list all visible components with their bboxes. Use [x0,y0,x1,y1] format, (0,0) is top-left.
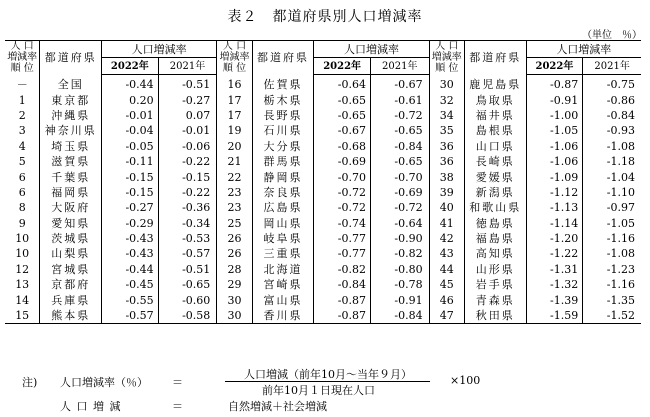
rank-cell: 8 [5,200,40,215]
rank-cell: 45 [429,277,464,292]
rank-cell: 19 [217,123,252,138]
rate-2021-cell: -0.15 [158,169,217,184]
rank-cell: 20 [217,139,252,154]
rate-2021-cell: -0.06 [158,139,217,154]
prefecture-cell: 香川県 [252,308,314,324]
prefecture-cell: 宮崎県 [252,277,314,292]
prefecture-cell: 福井県 [464,108,526,123]
rate-2021-cell: -0.64 [370,216,429,231]
rank-header: 人 口 増減率 順 位 [5,41,40,75]
rate-2021-cell: -0.60 [158,292,217,307]
rate-2022-cell: -0.45 [102,277,159,292]
prefecture-cell: 宮城県 [40,262,102,277]
prefecture-cell: 大分県 [252,139,314,154]
rate-2021-cell: -1.16 [606,232,635,246]
rate-2021-cell: -1.35 [606,293,635,307]
rate-2022-cell: -0.27 [102,200,159,215]
rank-cell: 36 [429,154,464,169]
rank-cell: 23 [217,185,252,200]
rank-cell: 34 [429,108,464,123]
rate-2022-cell: -0.15 [102,169,159,184]
rank-cell: 26 [217,231,252,246]
rank-cell: 2 [5,108,40,123]
rank-cell: 42 [429,231,464,246]
rank-cell: 15 [5,308,40,324]
rank-cell: 38 [429,169,464,184]
rank-cell: 9 [5,216,40,231]
rate-2021-cell: -0.53 [158,231,217,246]
rate-2022-cell: -0.15 [102,185,159,200]
prefecture-cell: 福岡県 [40,185,102,200]
prefecture-cell: 滋賀県 [40,154,102,169]
table-row [5,246,641,261]
rate-2022-cell: -0.91 [526,92,583,107]
prefecture-cell: 福島県 [464,231,526,246]
rank-cell: 14 [5,292,40,307]
rate-2021-cell: -0.57 [158,246,217,261]
definition-lhs: 人 口 増 減 [60,400,122,413]
table-row [5,292,641,307]
rate-2022-cell: -0.43 [102,246,159,261]
rate-2022-cell: -0.65 [314,108,371,123]
rank-cell: 13 [5,277,40,292]
rate-2021-cell: -0.72 [370,200,429,215]
rate-2022-cell: -1.09 [526,169,583,184]
prefecture-cell: 兵庫県 [40,292,102,307]
rate-2021-cell: -0.36 [158,200,217,215]
year-2021-header: 2021年 [370,58,429,75]
rate-2021-cell: -1.10 [606,185,635,199]
rank-cell: 1 [5,92,40,107]
formula-equals: ＝ [172,376,183,389]
rank-cell: 46 [429,292,464,307]
rate-2022-cell: -0.72 [314,200,371,215]
rate-2022-cell: -0.84 [314,277,371,292]
prefecture-cell: 大阪府 [40,200,102,215]
year-2022-header: 2022年 [102,58,159,75]
rank-cell: 44 [429,262,464,277]
unit-label: （単位 ％） [582,30,642,41]
rate-header: 人口増減率 [314,41,429,58]
rate-2022-cell: -0.74 [314,216,371,231]
rate-2022-cell: -1.14 [526,216,583,231]
rate-2022-cell: -1.12 [526,185,583,200]
table-row [5,123,641,138]
rate-2022-cell: -0.29 [102,216,159,231]
rate-2021-cell: -0.90 [370,231,429,246]
prefecture-cell: 広島県 [252,200,314,215]
rate-2022-cell: -0.44 [102,75,159,93]
rate-2022-cell: -0.72 [314,185,371,200]
rate-2022-cell: -1.13 [526,200,583,215]
rank-cell: 32 [429,92,464,107]
rate-2022-cell: -0.69 [314,154,371,169]
rank-cell: 35 [429,123,464,138]
rank-header: 人 口 増減率 順 位 [217,41,252,75]
rank-cell: － [5,75,40,93]
prefecture-cell: 鹿児島県 [464,75,526,93]
rank-cell: 22 [217,169,252,184]
rate-2021-cell: -0.69 [370,185,429,200]
rate-2021-cell: -0.91 [370,292,429,307]
rate-2022-cell: -0.87 [314,292,371,307]
rate-2022-cell: -0.64 [314,75,371,93]
table-row [5,262,641,277]
rate-2022-cell: -1.32 [526,277,583,292]
prefecture-cell: 高知県 [464,246,526,261]
rank-cell: 10 [5,231,40,246]
rank-cell: 6 [5,169,40,184]
year-2021-header: 2021年 [583,58,641,75]
prefecture-cell: 新潟県 [464,185,526,200]
prefecture-cell: 愛知県 [40,216,102,231]
rate-2022-cell: -0.68 [314,139,371,154]
rate-2021-cell: -0.51 [158,75,217,93]
prefecture-cell: 和歌山県 [464,200,526,215]
rank-cell: 30 [217,292,252,307]
rank-cell: 4 [5,139,40,154]
prefecture-cell: 長野県 [252,108,314,123]
rank-cell: 10 [5,246,40,261]
rank-cell: 29 [217,277,252,292]
rate-2022-cell: -0.87 [314,308,371,324]
rate-2021-cell: -0.65 [370,154,429,169]
rate-2021-cell: -1.18 [606,155,635,169]
rate-header: 人口増減率 [102,41,217,58]
table-row [5,185,641,200]
rank-cell: 40 [429,200,464,215]
pref-header: 都道府県 [40,41,102,75]
population-change-table [5,40,641,324]
rate-2021-cell: -0.82 [370,246,429,261]
prefecture-cell: 東京都 [40,92,102,107]
prefecture-cell: 青森県 [464,292,526,307]
rate-2022-cell: -0.44 [102,262,159,277]
table-row [5,200,641,215]
prefecture-cell: 栃木県 [252,92,314,107]
rate-2021-cell: -0.84 [370,139,429,154]
prefecture-cell: 三重県 [252,246,314,261]
formula-lhs: 人口増減率（％） [60,376,148,389]
rate-2022-cell: -0.11 [102,154,159,169]
rank-cell: 12 [5,262,40,277]
rate-2021-cell: -0.84 [606,108,635,122]
rate-2021-cell: -0.86 [606,93,635,107]
rate-2022-cell: -0.65 [314,92,371,107]
year-2022-header: 2022年 [526,58,583,75]
prefecture-cell: 山口県 [464,139,526,154]
table-row [5,308,641,324]
rank-cell: 16 [217,75,252,93]
prefecture-cell: 茨城県 [40,231,102,246]
rate-2022-cell: -1.06 [526,139,583,154]
rate-2022-cell: -1.22 [526,246,583,261]
rate-2021-cell: -1.04 [606,170,635,184]
rate-2021-cell: -0.01 [158,123,217,138]
rate-2021-cell: -0.84 [370,308,429,324]
table-row [5,108,641,123]
definition-equals: ＝ [172,400,183,413]
prefecture-cell: 奈良県 [252,185,314,200]
definition-rhs: 自然増減＋社会増減 [228,400,327,413]
year-2022-header: 2022年 [314,58,371,75]
rate-2021-cell: -0.27 [158,92,217,107]
rank-cell: 5 [5,154,40,169]
prefecture-cell: 北海道 [252,262,314,277]
table-title: 表２ 都道府県別人口増減率 [227,9,423,25]
rank-cell: 6 [5,185,40,200]
pref-header: 都道府県 [464,41,526,75]
rate-2022-cell: -1.05 [526,123,583,138]
rate-2021-cell: -1.52 [583,308,641,324]
prefecture-cell: 群馬県 [252,154,314,169]
rate-2022-cell: -0.67 [314,123,371,138]
prefecture-cell: 全国 [40,75,102,93]
formula-numerator: 人口増減（前年10月～当年９月） [244,368,412,381]
rank-cell: 43 [429,246,464,261]
rate-2022-cell: 0.20 [102,92,159,107]
prefecture-cell: 愛媛県 [464,169,526,184]
rate-2021-cell: -1.16 [606,278,635,292]
rank-cell: 17 [217,108,252,123]
rate-2021-cell: -0.80 [370,262,429,277]
rate-header: 人口増減率 [526,41,641,58]
rate-2021-cell: -0.72 [370,108,429,123]
rate-2021-cell: -0.61 [370,92,429,107]
rank-cell: 47 [429,308,464,324]
rate-2022-cell: -0.04 [102,123,159,138]
prefecture-cell: 岩手県 [464,277,526,292]
rate-2022-cell: -1.39 [526,292,583,307]
rate-2022-cell: -0.55 [102,292,159,307]
prefecture-cell: 沖縄県 [40,108,102,123]
year-2021-header: 2021年 [158,58,217,75]
rate-2021-cell: -0.75 [606,78,635,92]
prefecture-cell: 徳島県 [464,216,526,231]
rank-cell: 39 [429,185,464,200]
rank-cell: 25 [217,216,252,231]
rank-cell: 3 [5,123,40,138]
prefecture-cell: 山形県 [464,262,526,277]
rate-2021-cell: -0.22 [158,154,217,169]
rate-2021-cell: -0.65 [370,123,429,138]
rate-2022-cell: -1.20 [526,231,583,246]
rate-2021-cell: -0.58 [158,308,217,324]
table-row [5,75,641,93]
rate-2021-cell: -1.08 [606,139,635,153]
rate-2021-cell: -0.65 [158,277,217,292]
prefecture-cell: 静岡県 [252,169,314,184]
prefecture-cell: 石川県 [252,123,314,138]
rate-2022-cell: -1.31 [526,262,583,277]
rate-2021-cell: -0.67 [370,75,429,93]
rate-2021-cell: -0.78 [370,277,429,292]
rank-cell: 23 [217,200,252,215]
rate-2021-cell: 0.07 [158,108,217,123]
prefecture-cell: 熊本県 [40,308,102,324]
rate-2022-cell: -0.77 [314,231,371,246]
rate-2021-cell: -0.34 [158,216,217,231]
rate-2021-cell: -0.22 [158,185,217,200]
rank-cell: 30 [217,308,252,324]
rate-2021-cell: -0.97 [606,201,635,215]
rank-cell: 36 [429,139,464,154]
prefecture-cell: 山梨県 [40,246,102,261]
prefecture-cell: 埼玉県 [40,139,102,154]
prefecture-cell: 島根県 [464,123,526,138]
formula-multiplier: ×100 [450,374,481,387]
prefecture-cell: 鳥取県 [464,92,526,107]
rank-cell: 41 [429,216,464,231]
rate-2022-cell: -0.87 [526,75,583,93]
table-row [5,277,641,292]
prefecture-cell: 富山県 [252,292,314,307]
rate-2022-cell: -0.57 [102,308,159,324]
table-row [5,154,641,169]
prefecture-cell: 長崎県 [464,154,526,169]
table-row [5,231,641,246]
rate-2022-cell: -0.82 [314,262,371,277]
rank-header: 人 口 増減率 順 位 [429,41,464,75]
rate-2022-cell: -0.77 [314,246,371,261]
rank-cell: 21 [217,154,252,169]
prefecture-cell: 京都府 [40,277,102,292]
prefecture-cell: 佐賀県 [252,75,314,93]
table-row [5,92,641,107]
formula-denominator: 前年10月１日現在人口 [262,384,375,397]
prefecture-cell: 岐阜県 [252,231,314,246]
rank-cell: 30 [429,75,464,93]
rate-2021-cell: -1.08 [606,247,635,261]
note-label: 注) [22,376,38,389]
table-header-row [5,41,641,58]
rate-2022-cell: -1.00 [526,108,583,123]
table-row [5,216,641,231]
rate-2021-cell: -0.93 [606,124,635,138]
pref-header: 都道府県 [252,41,314,75]
rate-2022-cell: -0.01 [102,108,159,123]
rate-2022-cell: -0.43 [102,231,159,246]
prefecture-cell: 秋田県 [464,308,526,324]
table-row [5,139,641,154]
rate-2021-cell: -1.23 [606,262,635,276]
rank-cell: 17 [217,92,252,107]
rate-2021-cell: -1.05 [606,216,635,230]
prefecture-cell: 岡山県 [252,216,314,231]
rate-2021-cell: -0.70 [370,169,429,184]
rank-cell: 28 [217,262,252,277]
rate-2022-cell: -0.05 [102,139,159,154]
rank-cell: 26 [217,246,252,261]
prefecture-cell: 千葉県 [40,169,102,184]
rate-2022-cell: -0.70 [314,169,371,184]
rate-2021-cell: -0.51 [158,262,217,277]
rate-2022-cell: -1.59 [526,308,583,324]
prefecture-cell: 神奈川県 [40,123,102,138]
rate-2022-cell: -1.06 [526,154,583,169]
table-row [5,169,641,184]
